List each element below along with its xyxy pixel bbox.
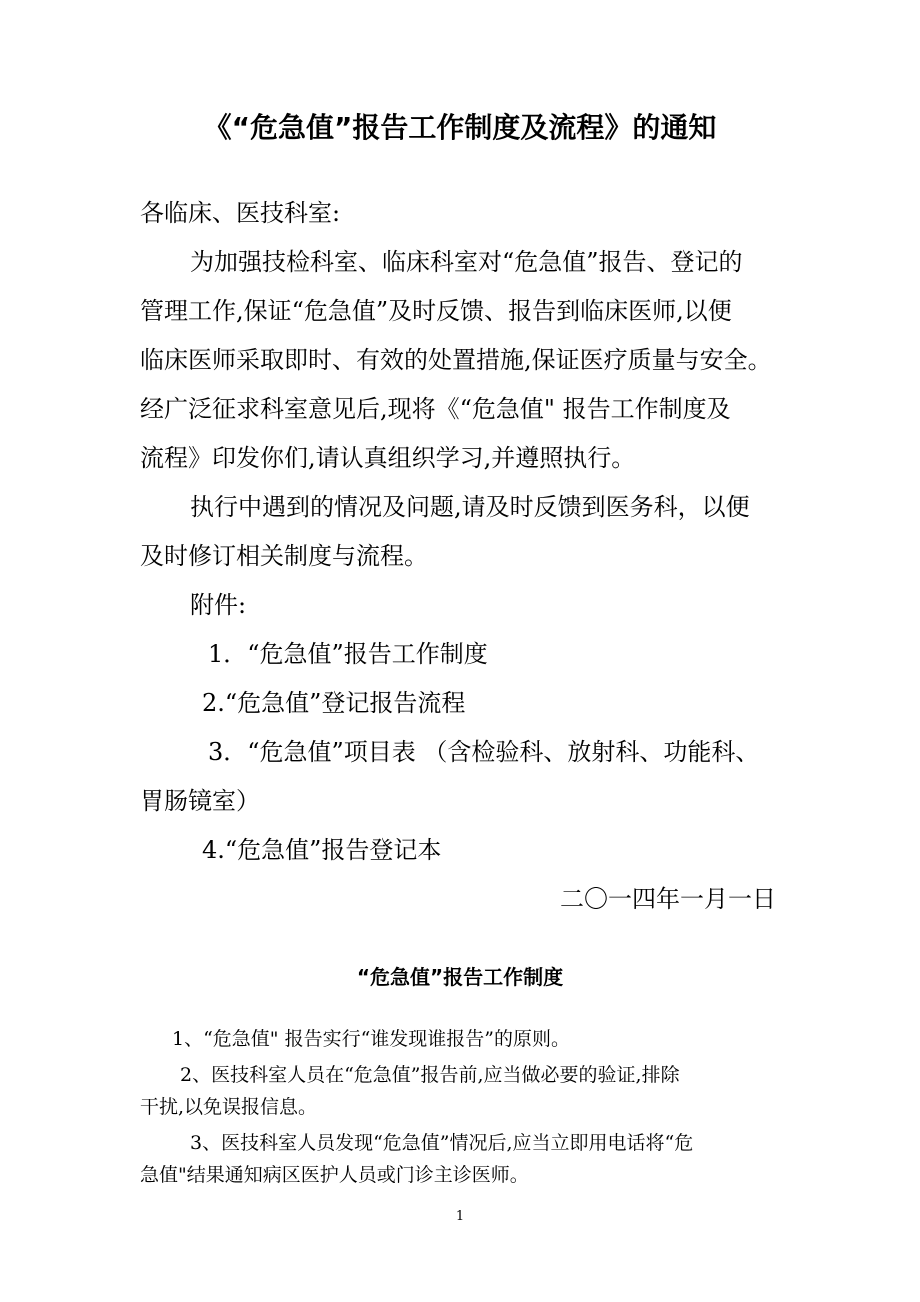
regulation-line: 3、医技科室人员发现“危急值”情况后,应当立即用电话将“危 (190, 1132, 694, 1154)
regulation-line: 2、医技科室人员在“危急值”报告前,应当做必要的验证,排除 (180, 1064, 680, 1086)
regulation-line: 急值"结果通知病区医护人员或门诊主诊医师。 (140, 1164, 529, 1186)
notice-title: 《“危急值”报告工作制度及流程》的通知 (203, 111, 717, 144)
attachment-item: 2.“危急值”登记报告流程 (202, 689, 466, 717)
attachment-item: 3．“危急值”项目表 （含检验科、放射科、功能科、 (208, 738, 760, 766)
attachment-item-continued: 胃肠镜室） (140, 787, 260, 815)
attachments-label: 附件: (190, 591, 247, 619)
notice-addressee: 各临床、医技科室: (140, 199, 341, 227)
attachment-item: 1．“危急值”报告工作制度 (208, 640, 488, 668)
attachment-item: 4.“危急值”报告登记本 (202, 836, 442, 864)
notice-date: 二〇一四年一月一日 (560, 885, 776, 913)
notice-body-line: 执行中遇到的情况及问题,请及时反馈到医务科，以便 (190, 493, 750, 521)
notice-body-line: 流程》印发你们,请认真组织学习,并遵照执行。 (140, 444, 636, 472)
notice-body-line: 管理工作,保证“危急值”及时反馈、报告到临床医师,以便 (140, 297, 732, 325)
notice-body-line: 为加强技检科室、临床科室对“危急值”报告、登记的 (190, 248, 743, 276)
regulation-line: 干扰,以免误报信息。 (140, 1096, 318, 1118)
regulation-title: “危急值”报告工作制度 (356, 965, 564, 989)
notice-body-line: 经广泛征求科室意见后,现将《“危急值" 报告工作制度及 (140, 395, 731, 423)
notice-body-line: 临床医师采取即时、有效的处置措施,保证医疗质量与安全。 (140, 346, 772, 374)
page-number: 1 (455, 1209, 465, 1224)
regulation-line: 1、“危急值" 报告实行“谁发现谁报告”的原则。 (172, 1028, 571, 1050)
notice-body-line: 及时修订相关制度与流程。 (140, 542, 428, 570)
